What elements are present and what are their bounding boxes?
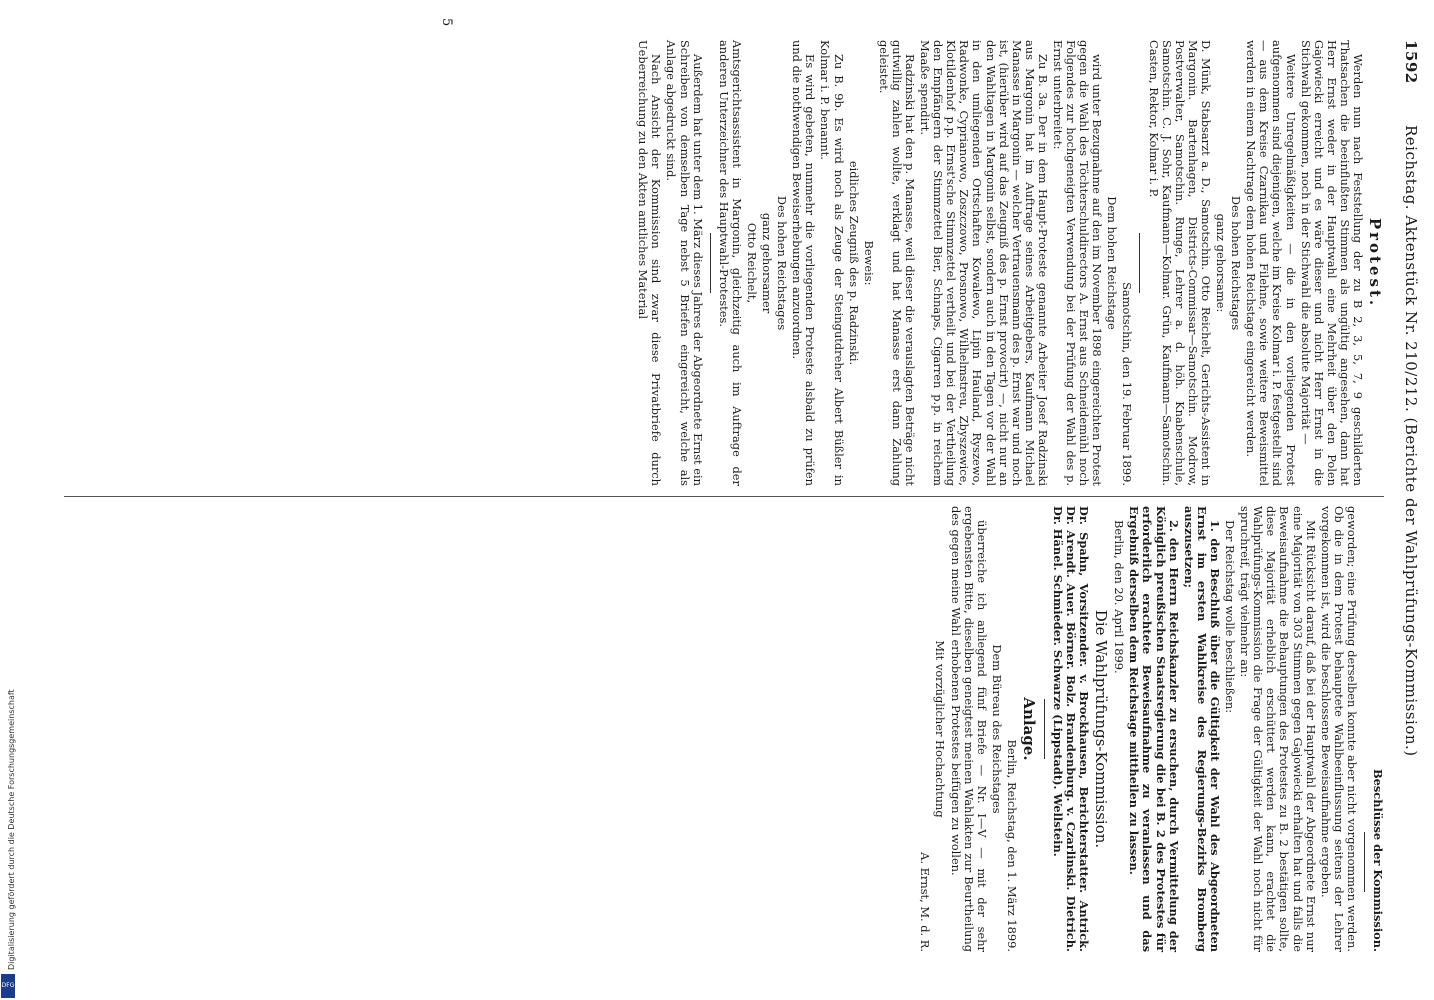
paragraph: Außerdem hat unter dem 1. März dieses Jahres der Abgeordnete Ernst ein Schreiben von demselben Tage nebst 5 Briefen eingereicht, welche als Anlage abgedruckt sind.: [664, 40, 705, 486]
separator: [710, 233, 711, 293]
closing: ganz gehorsamer: [760, 212, 775, 314]
digitization-footer: [0, 0, 16, 1000]
paragraph: wird unter Bezugnahme auf den im November 1898 eingereichten Protest gegen die Wahl des Töchterschuldirectors A. Ernst aus Schneidemühl noch Folgendes zur hochgeneigten Verwendung bei der Prüfung der Wahl des p. Ernst unterbreitet:: [1051, 40, 1105, 486]
paragraph: Zu B. 3a. Der in dem Haupt-Proteste genannte Arbeiter Josef Radzinski aus Margonin hat im Auftrage seines Arbeitgebers, Kaufmann Michael Manasse in Margonin — welcher Vertrauensmann des p. Ernst war und noch ist, (hierüber wird auf das Zeugniß des p. Ernst provocirt) —, nicht nur an den Wahltagen in Margonin selbst, sondern auch in den Tagen vor der Wahl in den umliegenden Ortschaften Kowalewo, Lipin Hauland, Ryszewo, Radwonke, Cyprianowo, Zoszczowo, Prosnowo, Wilhelmstreu, Zbyszewice, Klotildenhof p.p. Ernst'sche Stimmzettel vertheilt und bei der Vertheilung den Empfängern der Stimmzettel Bier, Schnaps, Cigarren p.p. in reichem Maaße spendirt.: [918, 40, 1050, 486]
paragraph: Es wird gebeten, nunmehr die vorliegenden Proteste alsbald zu prüfen und die nothwendigen Beweiserhebungen anzuordnen.: [790, 40, 818, 486]
paragraph: Mit Rücksicht darauf, daß bei der Hauptwahl der Abgeordnete Ernst nur eine Majorität von 303 Stimmen gegen Gajowiecki erhalten hat und falls die Beweisaufnahme die Behauptungen des Protestes zu B. 2 bestätigen sollte, diese Majorität erheblich erschüttert werden kann, erachtet die Wahlprüfungs-Kommission die Frage der Gültigkeit der Wahl noch nicht für spruchreif, trägt vielmehr an:: [1238, 506, 1318, 952]
place-date: Samotschin, den 19. Februar 1899.: [1120, 282, 1135, 486]
addressee: Des hohen Reichstages: [1229, 195, 1244, 331]
paragraph: Nach Ansicht der Kommission sind zwar diese Privatbriefe durch Ueberreichung zu den Akten amtliches Material: [636, 40, 664, 486]
annex-addressee: Dem Büreau des Reichstages: [989, 644, 1004, 814]
paragraph: geworden; eine Prüfung derselben konnte aber nicht vorgenommen werden. Ob die in dem Protest behauptete Wahlbeeinflussung seitens der Lehrer vorgekommen ist, wird die beschlossene Beweisaufnahme ergeben.: [1318, 506, 1359, 952]
right-column: [916, 506, 1384, 952]
column-divider: [64, 496, 1384, 497]
left-column: [634, 40, 1384, 486]
place-date: Berlin, den 20. April 1899.: [1112, 520, 1127, 674]
page-header: [1392, 40, 1426, 980]
annex-place-date: Berlin, Reichstag, den 1. März 1899.: [1004, 739, 1019, 952]
signer: Otto Reichelt,: [744, 222, 759, 304]
running-title: Reichstag. Aktenstück Nr. 210/212. (Berichte der Wahlprüfungs-Kommission.): [1402, 125, 1420, 757]
separator: [1364, 832, 1365, 892]
footer-credit: Digitalisierung gefördert durch die Deutsche Forschungsgemeinschaft: [7, 689, 16, 970]
annex-signer: A. Ernst, M. d. R.: [918, 852, 933, 952]
signers: D. Münk, Stabsarzt a. D., Samotschin. Otto Reichelt, Gerichts-Assistent in Margonin. Bartenhagen, Districts-Commissar—Samotschin. Modrow, Postverwalter, Samotschin. Runge, Lehrer a. d. höh. Knabenschule, Samotschin. C. J. Sohr, Kaufmann—Kolmar. Grün, Kaufmann—Samotschin. Casten, Rektor, Kolmar i. P.: [1146, 40, 1213, 486]
commission-title: Die Wahlprüfungs-Kommission.: [1092, 609, 1111, 849]
annex-paragraph: überreiche ich anliegend fünf Briefe — Nr. I—V — mit der sehr ergebensten Bitte, dieselben geneigtest meinen Wahlakten zur Beurtheilung des gegen meine Wahl erhobenen Protestes beifügen zu wollen.: [948, 506, 989, 952]
addressee: Dem hohen Reichstage: [1105, 196, 1120, 330]
evidence-text: eidliches Zeugniß des p. Radzinski.: [846, 160, 861, 366]
closing: ganz gehorsame:: [1214, 213, 1229, 313]
section-heading: Beschlüsse der Kommission.: [1371, 768, 1385, 952]
paragraph: Werden nun nach Feststellung der zu B 2, 3, 5, 7, 9 geschilderten Thatsachen die beeinflußten Stimmen als ungültig angesehen, dann hat Herr Ernst weder in der Hauptwahl eine Mehrheit über den Polen Gajowiecki erreicht und es wäre dieser und nicht Herr Ernst in die Stichwahl gekommen, noch in der Stichwahl die absolute Majorität —: [1298, 40, 1365, 486]
margin-note: 5: [439, 18, 454, 27]
page-number: 1592: [1402, 40, 1420, 84]
annex-closing: Mit vorzüglicher Hochachtung: [933, 640, 948, 818]
paragraph: Radzinski hat den p. Manasse, weil dieser die verauslagten Beträge nicht gutwillig zahlen wollte, verklagt und hat Manasse erst dann Zahlung geleistet.: [876, 40, 917, 486]
evidence-label: Beweis:: [861, 240, 876, 286]
paragraph: Der Reichstag wolle beschließen:: [1223, 520, 1238, 714]
signer-title: Amtsgerichtsassistent in Margonin, gleichzeitig auch im Auftrage der anderen Unterzeichner des Hauptwahl-Protestes.: [716, 40, 744, 486]
annex-title: Anlage.: [1019, 697, 1038, 761]
paragraph: Weitere Unregelmäßigkeiten — die in den vorliegenden Protest aufgenommen sind diejenigen, welche im Kreise Kolmar i. P. festgestellt sind — aus dem Kreise Czarnikau und Filehne, sowie weitere Beweismittel werden in einem Nachtrage dem hohen Reichstage eingereicht werden.: [1244, 40, 1298, 486]
dfg-logo: DFG: [1, 974, 15, 998]
commission-members: Dr. Spahn, Vorsitzender. v. Brockhausen, Berichterstatter. Antrick. Dr. Arendt. Auer. Börner. Bolz. Brandenburg. v. Czarlinski. Dietrich. Dr. Hänel. Schmieder. Schwarze (Lippstadt). Wellstein.: [1051, 506, 1092, 952]
separator: [1140, 233, 1141, 293]
motion-item-1: 1. den Beschluß über die Gültigkeit der Wahl des Abgeordneten Ernst im ersten Wahlkreise des Regierungs-Bezirks Bromberg auszusetzen;: [1181, 506, 1222, 952]
protest-heading: Protest.: [1366, 217, 1384, 309]
motion-item-2: 2. den Herrn Reichskanzler zu ersuchen, durch Vermittelung der Königlich preußischen Staatsregierung die bei B. 2 des Protestes für erforderlich erachtete Beweisaufnahme zu veranlassen und das Ergebniß derselben dem Reichstage mittheilen zu lassen.: [1127, 506, 1181, 952]
addressee: Des hohen Reichstages: [775, 195, 790, 331]
separator: [1044, 699, 1045, 759]
paragraph: Zu B. 9b. Es wird noch als Zeuge der Steingutdreher Albert Büßler in Kolmar i. P. benannt.: [818, 40, 846, 486]
